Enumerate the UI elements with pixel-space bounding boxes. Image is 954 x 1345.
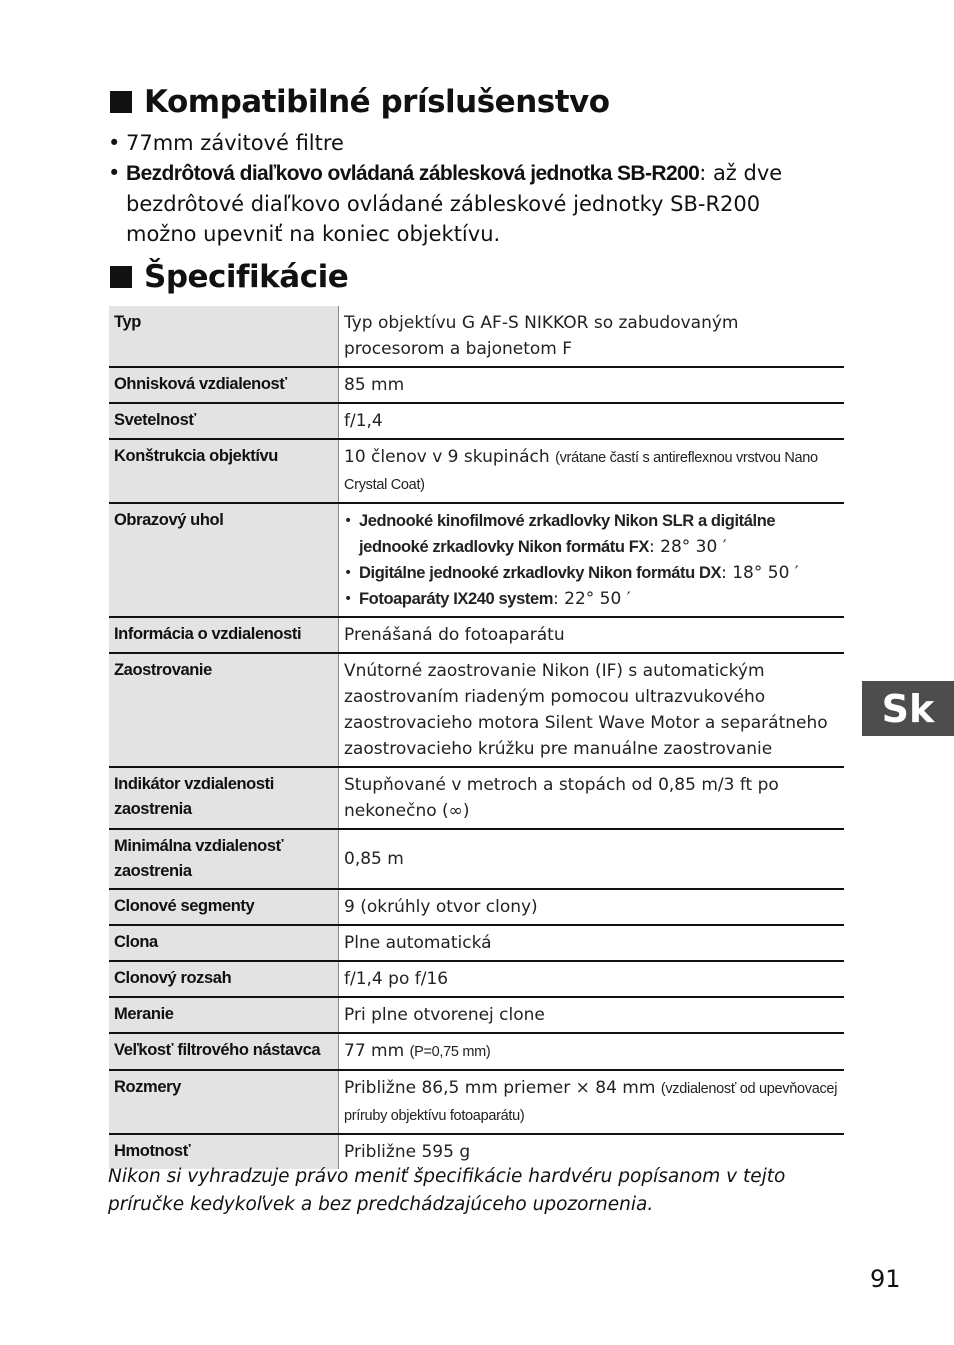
spec-label: Obrazový uhol [109, 503, 339, 617]
list-item: • Digitálne jednooké zrkadlovky Nikon formátu DX: 18° 50 ′ [344, 560, 840, 586]
spec-value: Stupňované v metroch a stopách od 0,85 m/3 ft po nekonečno (∞) [339, 767, 845, 829]
spec-table [109, 306, 844, 1169]
table-row [109, 1070, 844, 1134]
spec-label: Informácia o vzdialenosti [109, 617, 339, 653]
table-row [109, 439, 844, 503]
table-row [109, 925, 844, 961]
accessory-description: : až dve bezdrôtové diaľkovo ovládané zábleskové jednotky SB-R200 možno upevniť na koniec objektívu. [126, 161, 783, 246]
spec-value: f/1,4 po f/16 [339, 961, 845, 997]
footnote: Nikon si vyhradzuje právo meniť špecifikácie hardvéru popísanom v tejto príručke kedykoľvek a bez predchádzajúceho upozornenia. [108, 1166, 786, 1215]
spec-value: Približne 86,5 mm priemer × 84 mm (vzdialenosť od upevňovacej príruby objektívu fotoaparátu) [339, 1070, 845, 1134]
spec-value: Plne automatická [339, 925, 845, 961]
spec-label: Meranie [109, 997, 339, 1033]
spec-label: Typ [109, 306, 339, 367]
table-row [109, 961, 844, 997]
spec-label: Rozmery [109, 1070, 339, 1134]
accessories-title: Kompatibilné príslušenstvo [144, 84, 610, 120]
table-row [109, 767, 844, 829]
spec-value: Typ objektívu G AF-S NIKKOR so zabudovaným procesorom a bajonetom F [344, 313, 739, 359]
table-row [109, 997, 844, 1033]
spec-label: Ohnisková vzdialenosť [109, 367, 339, 403]
spec-value: Pri plne otvorenej clone [339, 997, 845, 1033]
spec-label: Veľkosť filtrového nástavca [109, 1033, 339, 1070]
spec-value: f/1,4 [339, 403, 845, 439]
spec-label: Svetelnosť [109, 403, 339, 439]
table-row [109, 306, 844, 367]
spec-note: (vrátane častí s antireflexnou vrstvou Nano Crystal Coat) [344, 450, 818, 493]
spec-value: 0,85 m [339, 829, 845, 889]
spec-label: Zaostrovanie [109, 653, 339, 767]
table-row [109, 503, 844, 617]
spec-value: Približne 595 g [339, 1134, 845, 1169]
spec-label: Clonové segmenty [109, 889, 339, 925]
spec-value: 77 mm (P=0,75 mm) [339, 1033, 845, 1070]
list-item [108, 158, 828, 249]
page-number: 91 [870, 1265, 901, 1293]
square-bullet-icon [110, 266, 132, 288]
accessories-list [108, 128, 828, 249]
spec-note: (vzdialenosť od upevňovacej príruby objektívu fotoaparátu) [344, 1081, 838, 1124]
table-row [109, 403, 844, 439]
table-row [109, 889, 844, 925]
spec-label: Minimálna vzdialenosť zaostrenia [109, 829, 339, 889]
spec-value: 85 mm [339, 367, 845, 403]
spec-value [339, 503, 845, 617]
spec-label: Konštrukcia objektívu [109, 439, 339, 503]
list-item: • 77mm závitové filtre [108, 128, 828, 158]
table-row [109, 829, 844, 889]
spec-value: 9 (okrúhly otvor clony) [339, 889, 845, 925]
table-row [109, 367, 844, 403]
spec-label: Indikátor vzdialenosti zaostrenia [109, 767, 339, 829]
table-row [109, 653, 844, 767]
specs-heading [110, 259, 348, 295]
table-row [109, 617, 844, 653]
list-item: • Jednooké kinofilmové zrkadlovky Nikon SLR a digitálne jednooké zrkadlovky Nikon formátu FX: 28° 30 ′ [344, 508, 840, 560]
table-row [109, 1033, 844, 1070]
spec-value: 10 členov v 9 skupinách (vrátane častí s antireflexnou vrstvou Nano Crystal Coat) [339, 439, 845, 503]
list-item: • Fotoaparáty IX240 system: 22° 50 ′ [344, 586, 840, 612]
spec-note: (P=0,75 mm) [409, 1044, 491, 1060]
accessory-name: Bezdrôtová diaľkovo ovládaná záblesková jednotka SB-R200 [126, 162, 700, 185]
angle-list [344, 508, 840, 612]
spec-label: Clonový rozsah [109, 961, 339, 997]
spec-value: Prenášaná do fotoaparátu [339, 617, 845, 653]
language-tab: Sk [862, 681, 954, 736]
spec-label: Clona [109, 925, 339, 961]
spec-value: Vnútorné zaostrovanie Nikon (IF) s automatickým zaostrovaním riadeným pomocou ultrazvukového zaostrovacieho motora Silent Wave Motor a separátneho zaostrovacieho krúžku pre manuálne zaostrovanie [339, 653, 845, 767]
spec-label: Hmotnosť [109, 1134, 339, 1169]
accessories-heading [110, 84, 610, 120]
square-bullet-icon [110, 91, 132, 113]
specs-title: Špecifikácie [144, 259, 349, 295]
